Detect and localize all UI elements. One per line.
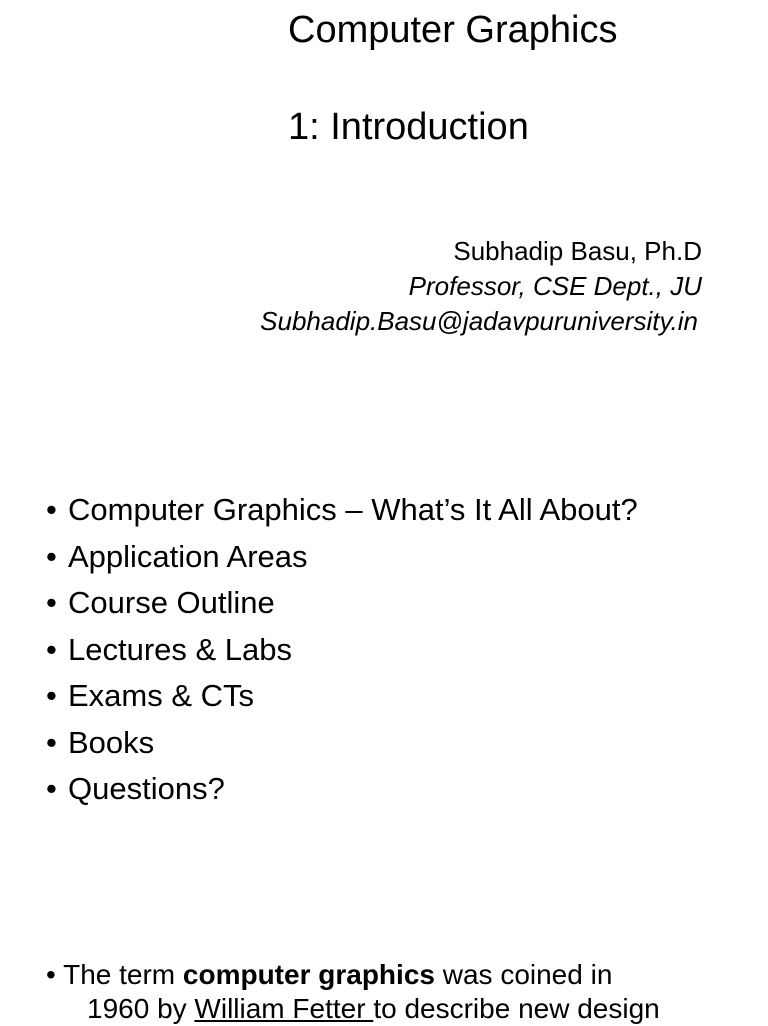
bullet-icon: • — [46, 678, 57, 713]
bullet-icon: • — [46, 585, 57, 620]
author-name: Subhadip Basu, Ph.D — [453, 236, 702, 266]
intro-line-1 — [46, 958, 660, 992]
bullet-icon: • — [46, 538, 57, 574]
author-role: Professor, CSE Dept., JU — [408, 271, 702, 301]
list-item-label: Exams & CTs — [68, 678, 255, 713]
bullet-icon: • — [46, 959, 56, 990]
bullet-icon: • — [46, 492, 57, 527]
list-item — [46, 720, 638, 767]
list-item — [46, 487, 638, 534]
intro-line2-suffix: to describe new design — [373, 993, 660, 1024]
bullet-icon: • — [46, 771, 57, 806]
intro-paragraph — [46, 958, 660, 1026]
list-item-label: Books — [68, 724, 155, 760]
bullet-icon: • — [46, 724, 57, 760]
list-item — [46, 627, 638, 674]
intro-middle: was coined in — [434, 959, 613, 990]
list-item-label: Computer Graphics – What’s It All About? — [68, 492, 638, 527]
list-item-label: Questions? — [68, 771, 225, 806]
intro-prefix: The term — [63, 959, 183, 990]
list-item — [46, 534, 638, 581]
intro-line2-prefix: 1960 by — [87, 993, 195, 1024]
bullet-icon: • — [46, 631, 57, 667]
outline-list — [46, 487, 638, 813]
list-item — [46, 673, 638, 720]
intro-line-2 — [46, 992, 660, 1026]
author-email: Subhadip.Basu@jadavpuruniversity.in — [260, 306, 698, 336]
list-item — [46, 580, 638, 627]
list-item-label: Course Outline — [68, 585, 275, 620]
slide-subtitle: 1: Introduction — [288, 106, 529, 148]
slide-title: Computer Graphics — [288, 9, 618, 51]
intro-person-link[interactable]: William Fetter — [194, 993, 374, 1024]
list-item-label: Lectures & Labs — [68, 631, 293, 667]
intro-term: computer graphics — [182, 959, 435, 990]
list-item-label: Application Areas — [68, 538, 308, 574]
list-item — [46, 766, 638, 813]
